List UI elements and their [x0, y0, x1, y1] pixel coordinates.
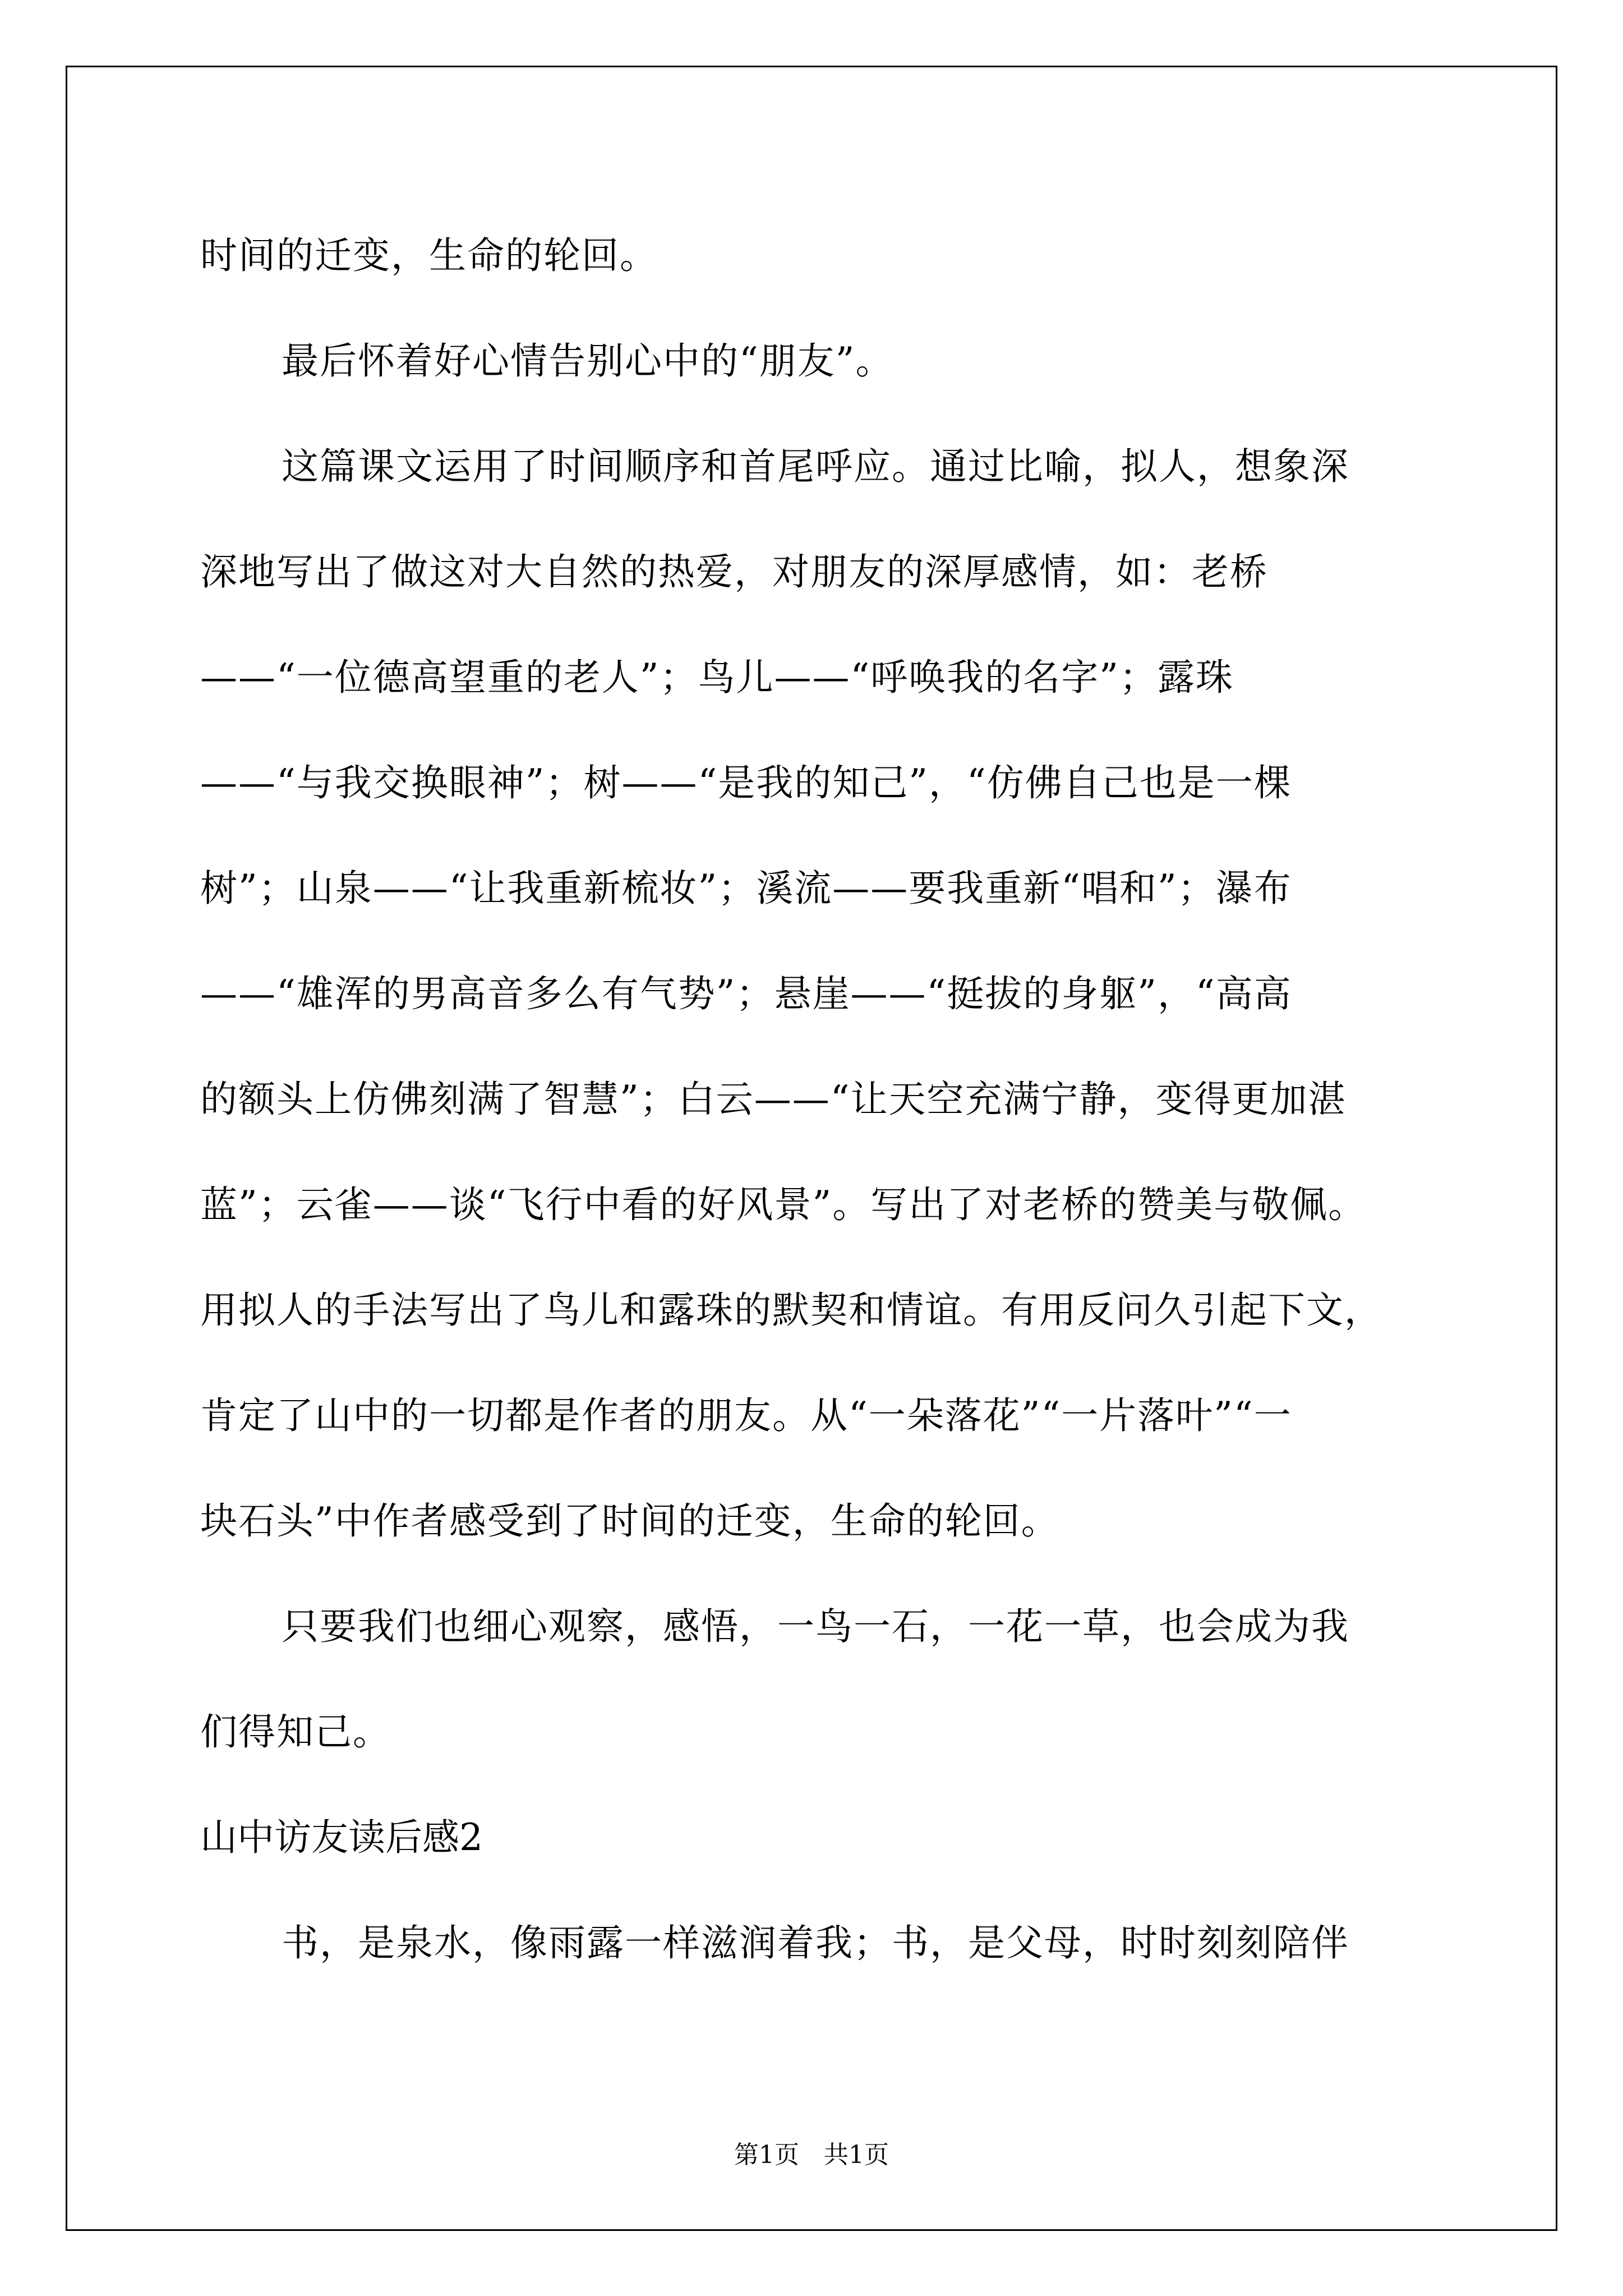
text-line: 书，是泉水，像雨露一样滋润着我；书，是父母，时时刻刻陪伴 [282, 1921, 1349, 1964]
text-line: ——“一位德高望重的老人”；鸟儿——“呼唤我的名字”；露珠 [200, 656, 1234, 699]
text-line: 树”；山泉——“让我重新梳妆”；溪流——要我重新“唱和”；瀑布 [200, 867, 1292, 910]
text-line: 这篇课文运用了时间顺序和首尾呼应。通过比喻，拟人，想象深 [282, 445, 1349, 488]
text-line: 的额头上仿佛刻满了智慧”；白云——“让天空充满宁静，变得更加湛 [200, 1078, 1347, 1121]
text-line: 蓝”；云雀——谈“飞行中看的好风景”。写出了对老桥的赞美与敬佩。 [200, 1183, 1367, 1226]
text-line: 深地写出了做这对大自然的热爱，对朋友的深厚感情，如：老桥 [200, 550, 1268, 593]
page-footer: 第1页 共1页 [734, 2141, 889, 2169]
text-line: 时间的迁变，生命的轮回。 [200, 234, 658, 277]
text-line: 肯定了山中的一切都是作者的朋友。从“一朵落花”“一片落叶”“一 [200, 1394, 1292, 1437]
text-line: ——“雄浑的男高音多么有气势”；悬崖——“挺拔的身躯”，“高高 [200, 972, 1292, 1015]
text-line: 只要我们也细心观察，感悟，一鸟一石，一花一草，也会成为我 [282, 1605, 1349, 1648]
text-line: ——“与我交换眼神”；树——“是我的知己”，“仿佛自己也是一棵 [200, 761, 1292, 804]
section-heading: 山中访友读后感2 [200, 1816, 483, 1859]
text-line: 们得知己。 [200, 1710, 391, 1754]
text-line: 用拟人的手法写出了鸟儿和露珠的默契和情谊。有用反问久引起下文， [200, 1289, 1382, 1332]
text-line: 最后怀着好心情告别心中的“朋友”。 [282, 339, 894, 383]
page-frame [66, 66, 1557, 2231]
text-line: 块石头”中作者感受到了时间的迁变，生命的轮回。 [200, 1499, 1059, 1543]
